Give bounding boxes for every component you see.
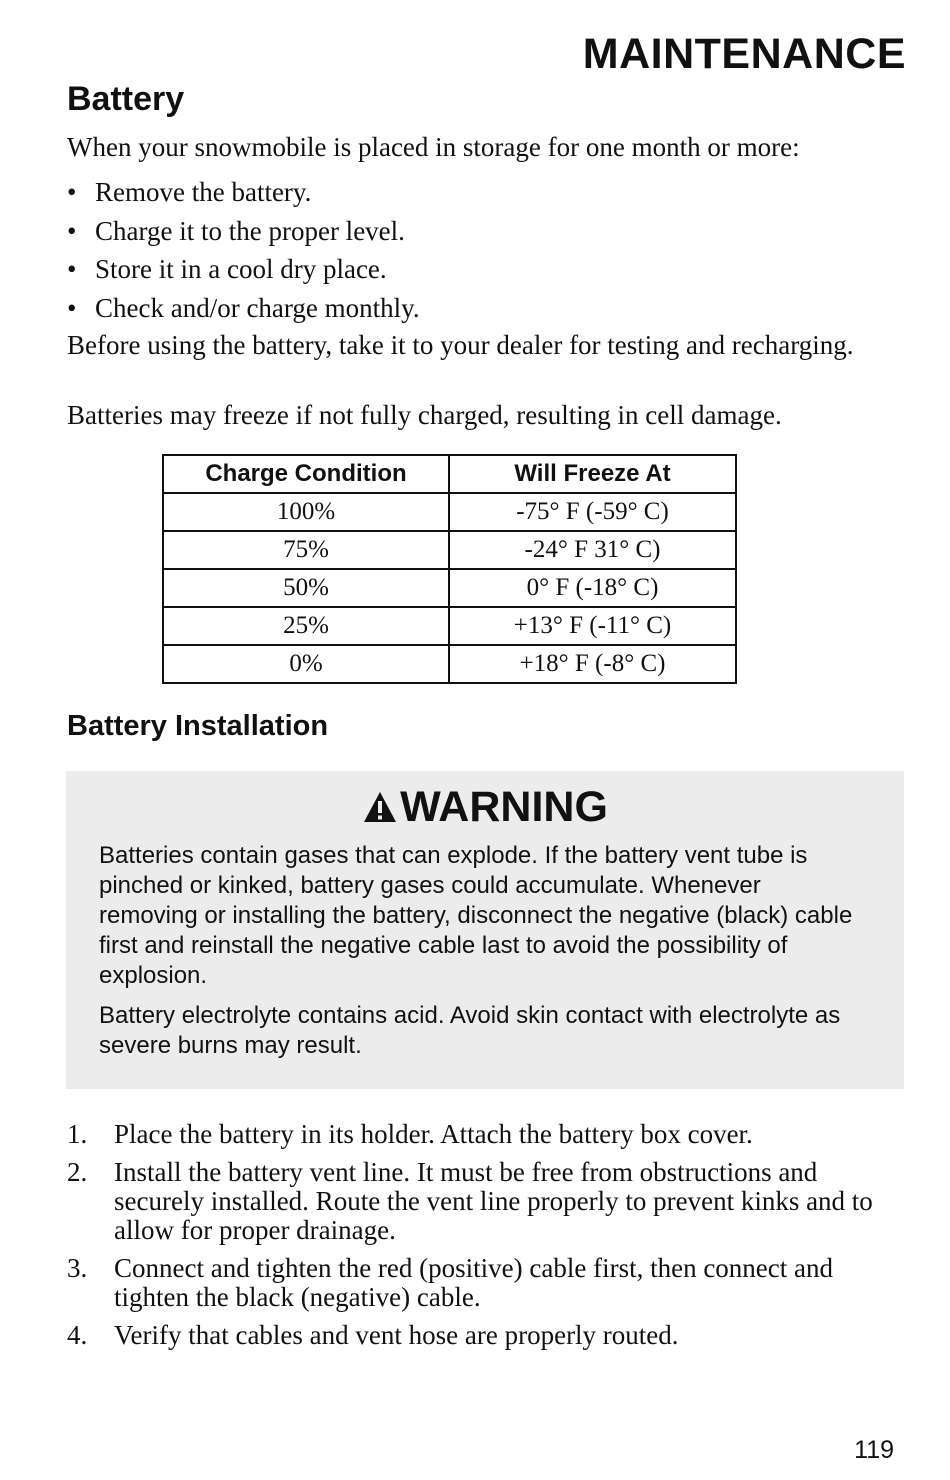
charge-cell: 50% [163, 569, 449, 607]
freeze-warning-text: Batteries may freeze if not fully charged, resulting in cell damage. [67, 400, 782, 430]
column-header-freeze: Will Freeze At [449, 455, 736, 493]
freeze-cell: 0° F (-18° C) [449, 569, 736, 607]
installation-steps [67, 1120, 907, 1359]
warning-triangle-icon [362, 790, 398, 824]
bullet-icon: • [67, 292, 77, 323]
bullet-icon: • [67, 215, 77, 246]
bullet-text: Store it in a cool dry place. [95, 254, 387, 284]
bullet-text: Charge it to the proper level. [95, 215, 405, 246]
list-item [67, 293, 420, 332]
warning-title-text: WARNING [400, 783, 608, 831]
section-header: MAINTENANCE [582, 30, 906, 78]
step-text: Verify that cables and vent hose are properly routed. [114, 1320, 679, 1350]
table-header-row [163, 455, 736, 493]
warning-paragraph: Battery electrolyte contains acid. Avoid skin contact with electrolyte as severe burns may result. [99, 1002, 841, 1059]
step-number: 1. [67, 1119, 88, 1149]
charge-cell: 0% [163, 645, 449, 683]
charge-cell: 75% [163, 531, 449, 569]
intro-text: When your snowmobile is placed in storage for one month or more: [67, 132, 800, 162]
battery-heading: Battery [67, 80, 185, 118]
table-row [163, 569, 736, 607]
bullet-icon: • [67, 254, 77, 284]
bullet-text: Check and/or charge monthly. [95, 292, 420, 323]
table-row [163, 531, 736, 569]
step-text: Place the battery in its holder. Attach the battery box cover. [114, 1119, 753, 1149]
charge-cell: 25% [163, 607, 449, 645]
table-row [163, 645, 736, 683]
bullet-text: Remove the battery. [95, 177, 312, 207]
freeze-cell: +13° F (-11° C) [449, 607, 736, 645]
warning-paragraph: Batteries contain gases that can explode. If the battery vent tube is pinched or kinked, battery gases could accumulate. Whenever removing or installing the battery, disconnect the negative (black) cable first and reinstall the negative cable last to avoid the possibility of explosion. [99, 842, 853, 989]
storage-bullet-list [67, 177, 420, 331]
freeze-cell: -24° F 31° C) [449, 531, 736, 569]
freeze-table [162, 454, 737, 684]
step-number: 2. [67, 1157, 88, 1187]
step-text: Install the battery vent line. It must be free from obstructions and securely installed. Route the vent line properly to prevent kinks and to allow for proper drainage. [114, 1157, 873, 1245]
page-number: 119 [854, 1436, 894, 1464]
list-item [67, 254, 420, 293]
warning-box [66, 771, 904, 1089]
bullet-icon: • [67, 177, 77, 207]
warning-title [66, 783, 904, 832]
table-row [163, 607, 736, 645]
list-item [67, 1254, 907, 1312]
list-item [67, 1321, 907, 1350]
charge-cell: 100% [163, 493, 449, 531]
list-item [67, 1120, 907, 1149]
column-header-charge: Charge Condition [163, 455, 449, 493]
step-text: Connect and tighten the red (positive) cable first, then connect and tighten the black (negative) cable. [114, 1253, 834, 1312]
installation-heading: Battery Installation [67, 710, 329, 742]
freeze-cell: -75° F (-59° C) [449, 493, 736, 531]
step-number: 4. [67, 1320, 88, 1350]
list-item [67, 1158, 907, 1245]
before-use-text: Before using the battery, take it to your dealer for testing and recharging. [67, 330, 854, 360]
freeze-cell: +18° F (-8° C) [449, 645, 736, 683]
table-row [163, 493, 736, 531]
list-item [67, 216, 420, 255]
list-item [67, 177, 420, 216]
step-number: 3. [67, 1253, 88, 1283]
